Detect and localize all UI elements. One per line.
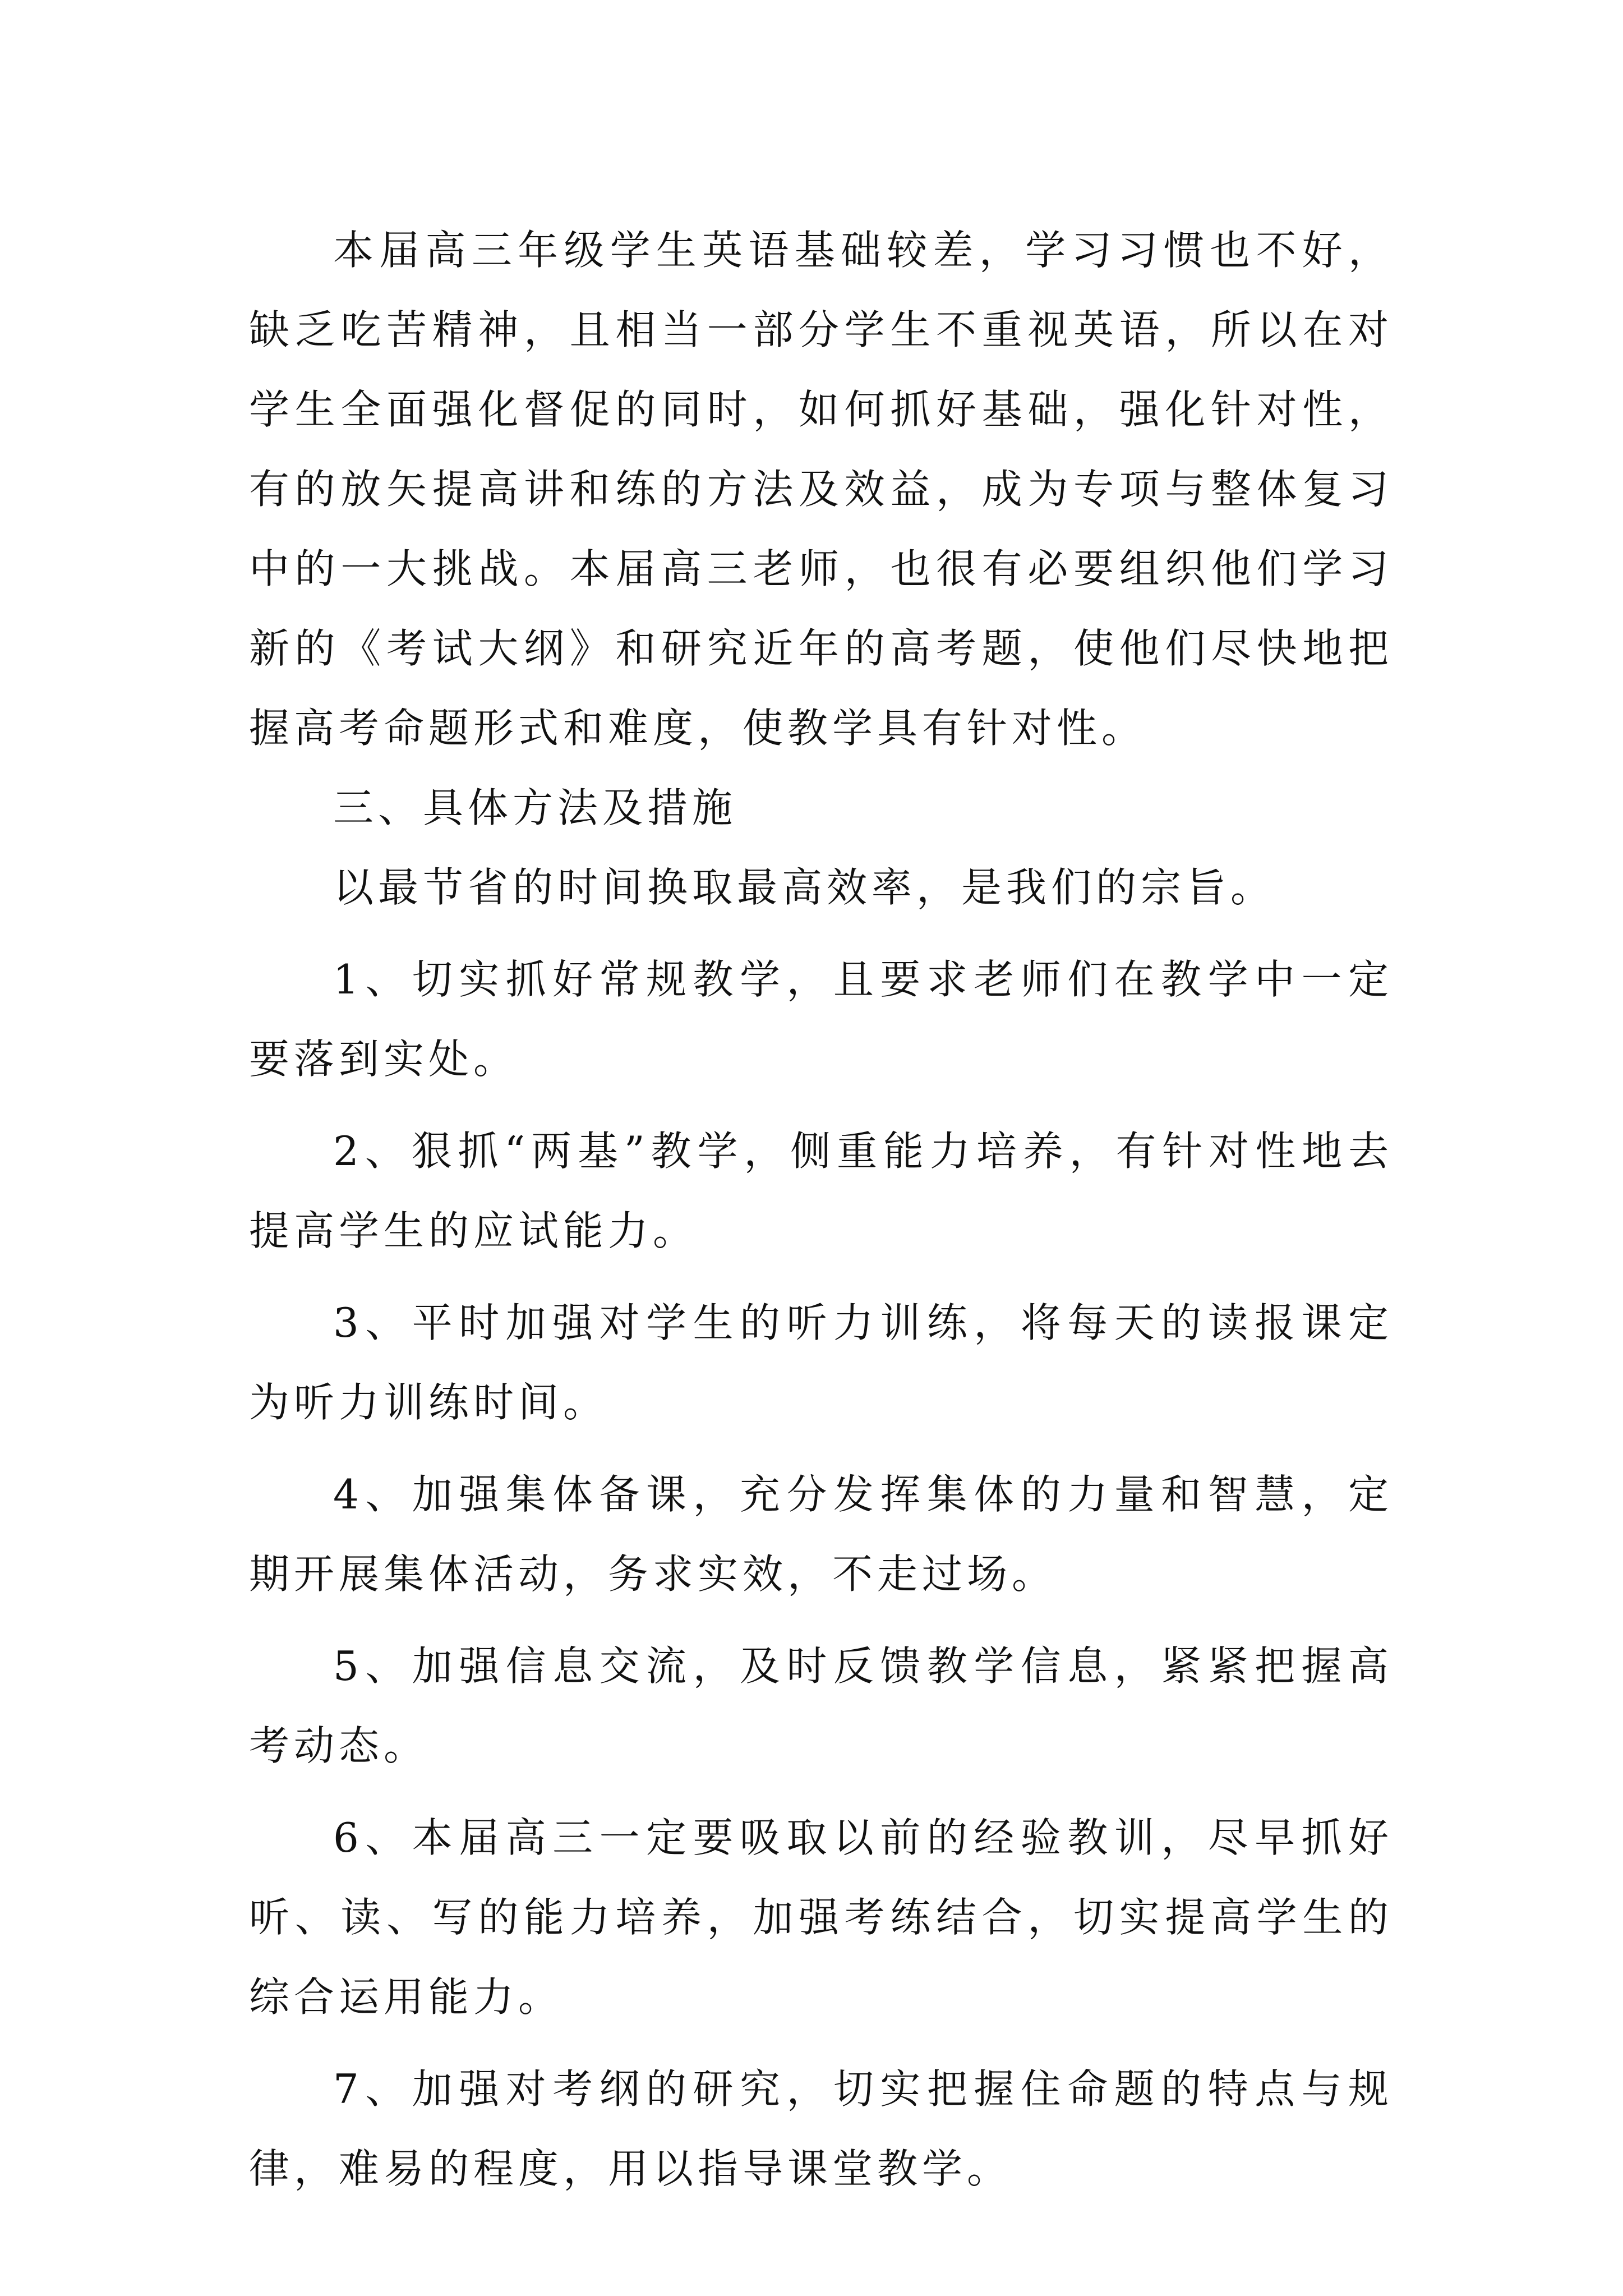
paragraph-aim: 以最节省的时间换取最高效率，是我们的宗旨。 [333, 864, 1276, 911]
list-item-3: 3、平时加强对学生的听力训练，将每天的读报课定为听力训练时间。 [249, 1299, 1393, 1426]
list-item-1: 1、切实抓好常规教学，且要求老师们在教学中一定要落到实处。 [249, 956, 1393, 1083]
section-heading-methods: 三、具体方法及措施 [333, 784, 737, 831]
list-item-6: 6、本届高三一定要吸取以前的经验教训，尽早抓好听、读、写的能力培养，加强考练结合，切实提高学生的综合运用能力。 [249, 1814, 1393, 2021]
list-item-5: 5、加强信息交流，及时反馈教学信息，紧紧把握高考动态。 [249, 1642, 1393, 1769]
list-item-4: 4、加强集体备课，充分发挥集体的力量和智慧，定期开展集体活动，务求实效，不走过场。 [249, 1471, 1393, 1598]
list-item-2: 2、狠抓“两基”教学，侧重能力培养，有针对性地去提高学生的应试能力。 [249, 1128, 1393, 1254]
paragraph-student-situation: 本届高三年级学生英语基础较差，学习习惯也不好，缺乏吃苦精神，且相当一部分学生不重视英语，所以在对学生全面强化督促的同时，如何抓好基础，强化针对性，有的放矢提高讲和练的方法及效益，成为专项与整体复习中的一大挑战。本届高三老师，也很有必要组织他们学习新的《考试大纲》和研究近年的高考题，使他们尽快地把握高考命题形式和难度，使教学具有针对性。 [249, 227, 1393, 752]
document-body [249, 210, 1393, 2208]
list-item-7: 7、加强对考纲的研究，切实把握住命题的特点与规律，难易的程度，用以指导课堂教学。 [249, 2065, 1393, 2192]
